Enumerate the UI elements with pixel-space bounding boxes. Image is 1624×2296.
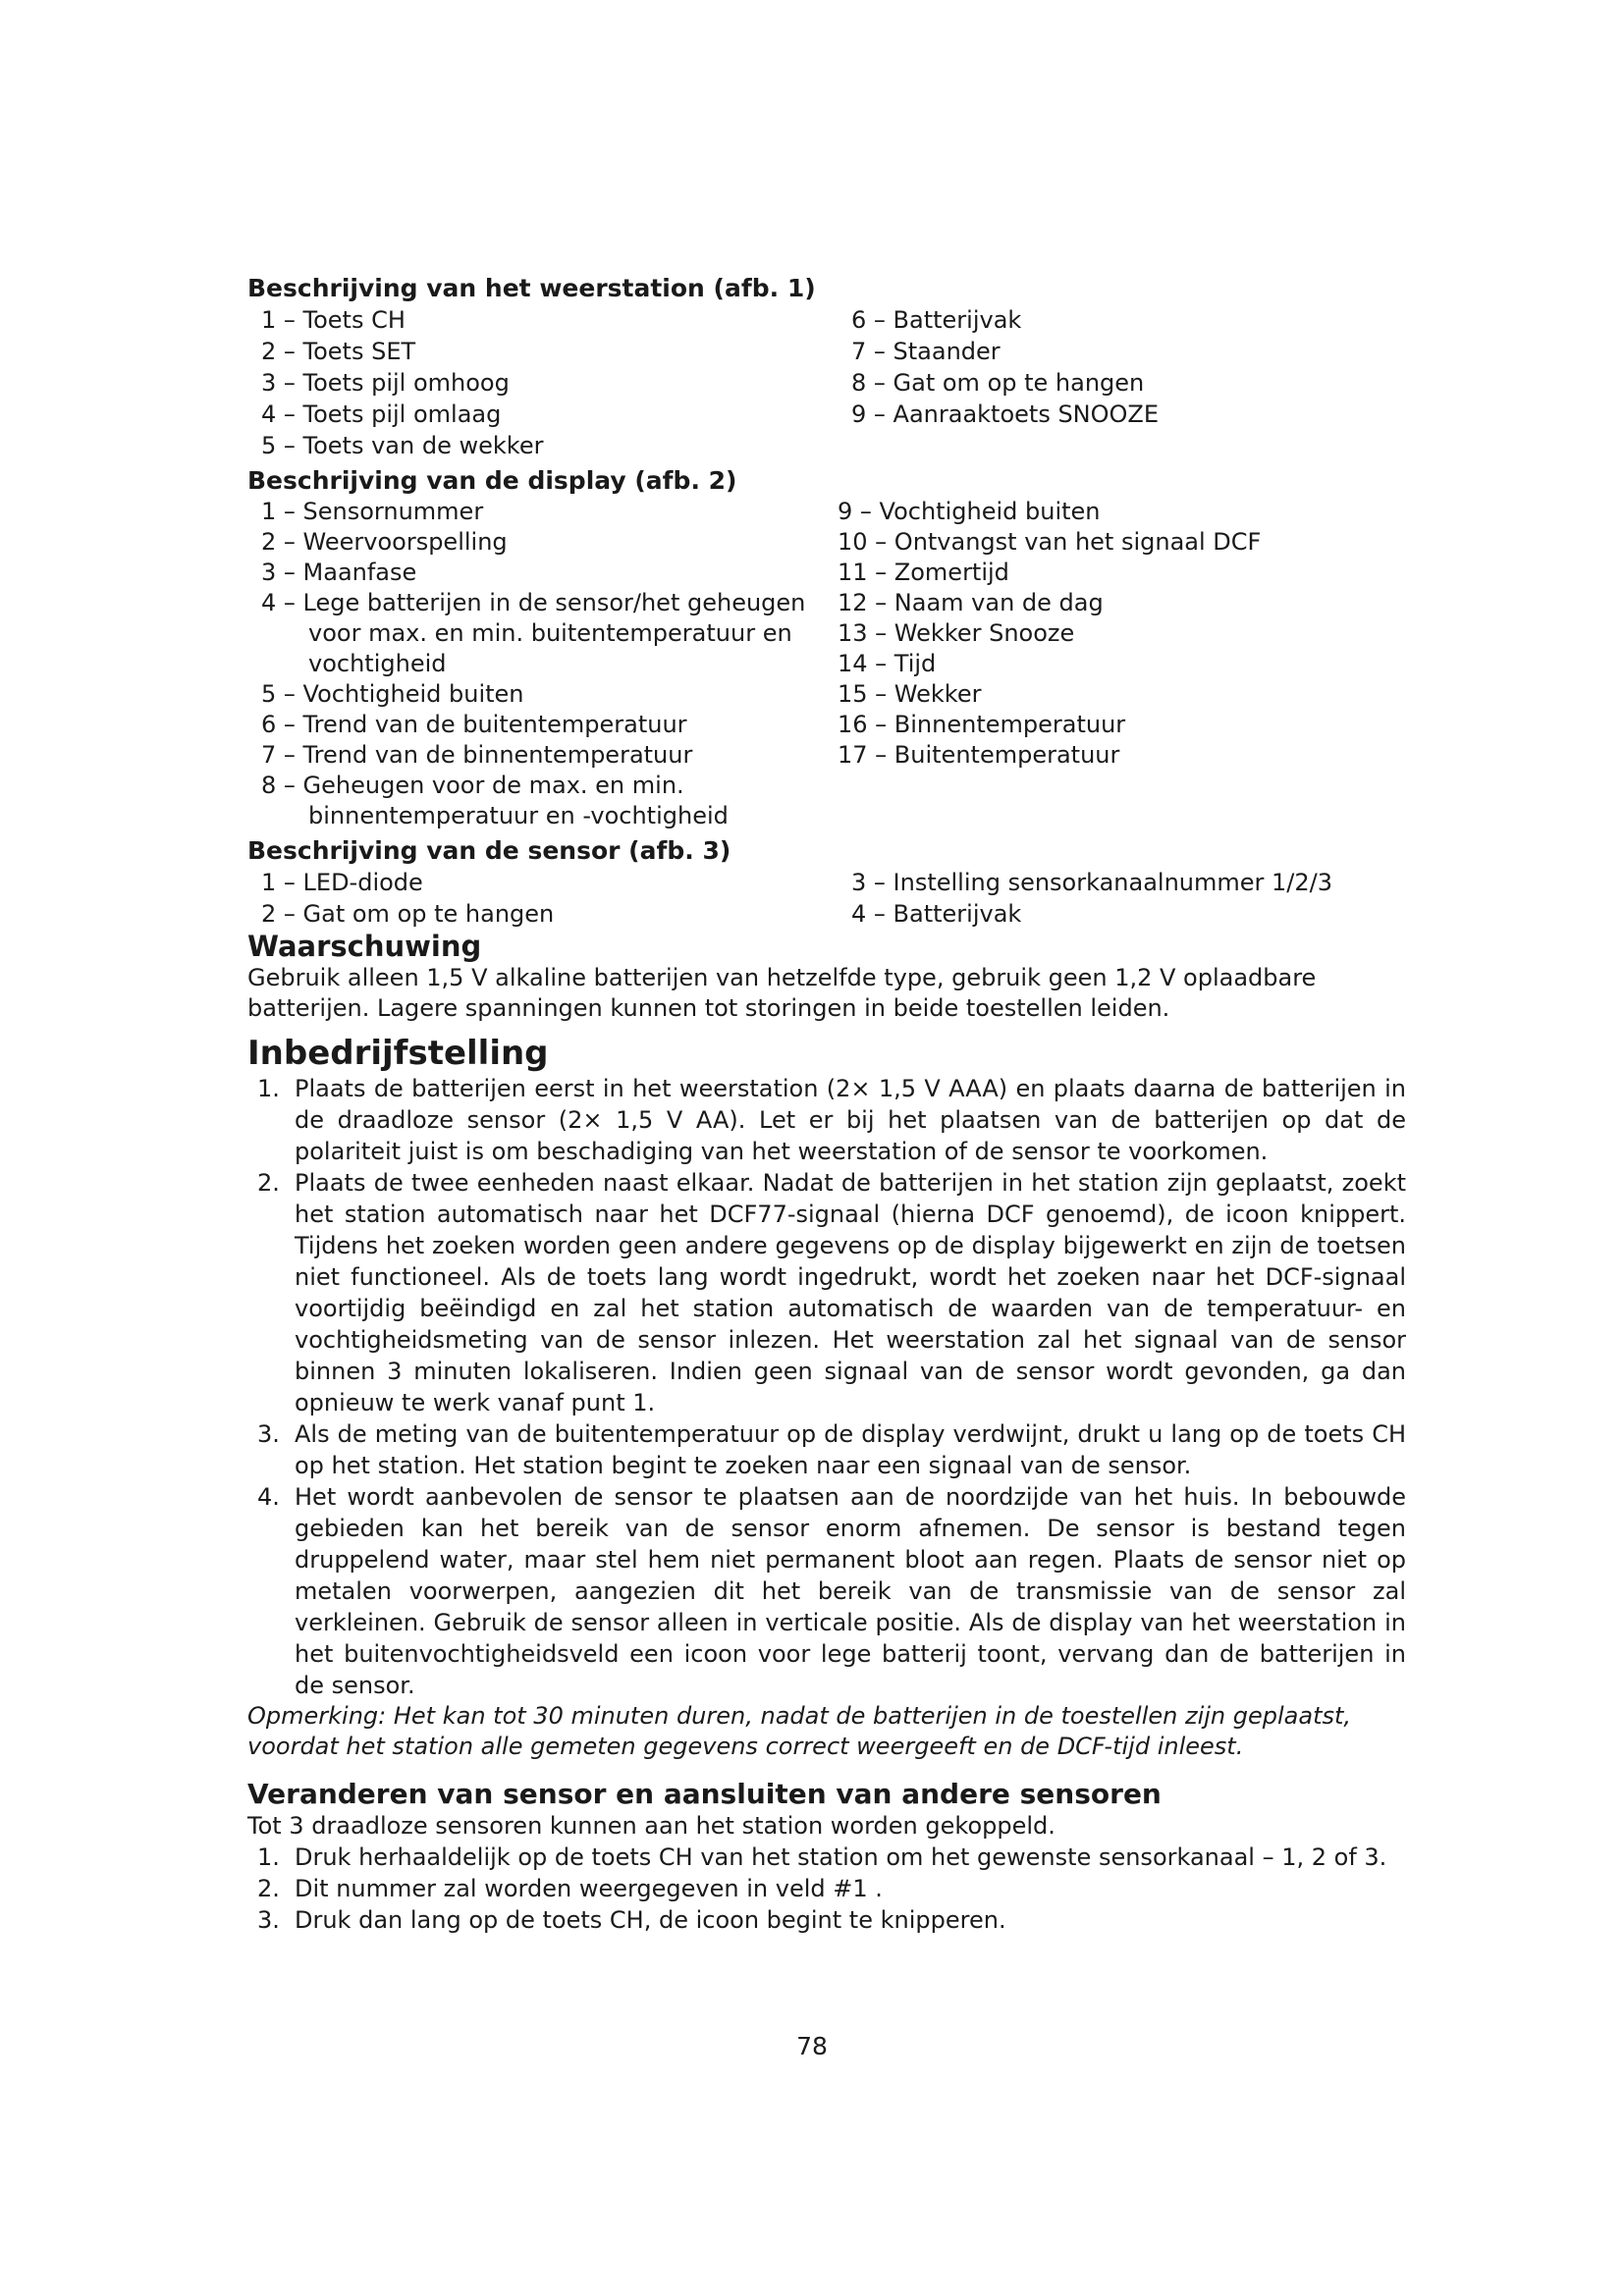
list-item: 3 – Toets pijl omhoog — [261, 369, 510, 397]
list-item: 17 – Buitentemperatuur — [838, 741, 1120, 769]
step-number: 3. — [257, 1420, 280, 1448]
sensors-intro: Tot 3 draadloze sensoren kunnen aan het station worden gekoppeld. — [247, 1812, 1056, 1840]
weather-station-parts-left — [247, 304, 851, 461]
list-item: 9 – Aanraaktoets SNOOZE — [851, 400, 1160, 428]
list-item: 4 – Lege batterijen in de sensor/het geheugen voor max. en min. buitentemperatuur en vochtigheid — [261, 589, 806, 677]
list-item: 6 – Trend van de buitentemperatuur — [261, 711, 687, 738]
sensors-step — [247, 1842, 1406, 1873]
warning-title: Waarschuwing — [247, 930, 482, 963]
step-text: Druk herhaaldelijk op de toets CH van het station om het gewenste sensorkanaal – 1, 2 of 3. — [295, 1843, 1387, 1871]
list-item: 1 – LED-diode — [261, 869, 423, 896]
list-item: 7 – Trend van de binnentemperatuur — [261, 741, 693, 769]
step-number: 1. — [257, 1075, 280, 1102]
step-number: 2. — [257, 1875, 280, 1902]
step-text: Het wordt aanbevolen de sensor te plaatsen aan de noordzijde van het huis. In bebouwde gebieden kan het bereik van de sensor enorm afnemen. De sensor is bestand tegen druppelend water, maar stel hem niet permanent bloot aan regen. Plaats de sensor niet op metalen voorwerpen, aangezien dit het bereik van de transmissie van de sensor zal verkleinen. Gebruik de sensor alleen in verticale positie. Als de display van het weerstation in het buitenvochtigheidsveld een icoon voor lege batterij toont, vervang dan de batterijen in de sensor. — [295, 1483, 1406, 1699]
list-item: 13 – Wekker Snooze — [838, 619, 1075, 647]
section-display-title: Beschrijving van de display (afb. 2) — [247, 466, 737, 495]
startup-step — [247, 1073, 1406, 1167]
list-item: 5 – Vochtigheid buiten — [261, 680, 524, 708]
step-number: 1. — [257, 1843, 280, 1871]
step-text: Als de meting van de buitentemperatuur op de display verdwijnt, drukt u lang op de toets CH op het station. Het station begint te zoeken naar een signaal van de sensor. — [295, 1420, 1406, 1479]
sensor-parts-right — [851, 867, 1406, 930]
weather-station-parts — [247, 304, 1406, 461]
list-item: 15 – Wekker — [838, 680, 982, 708]
list-item: 2 – Toets SET — [261, 338, 416, 365]
step-number: 3. — [257, 1906, 280, 1934]
list-item: 14 – Tijd — [838, 650, 937, 677]
startup-step — [247, 1481, 1406, 1701]
list-item: 11 – Zomertijd — [838, 559, 1009, 586]
list-item: 2 – Gat om op te hangen — [261, 900, 555, 928]
list-item: 6 – Batterijvak — [851, 306, 1022, 334]
list-item: 3 – Instelling sensorkanaalnummer 1/2/3 — [851, 869, 1333, 896]
display-parts-right — [838, 497, 1392, 831]
step-text: Plaats de twee eenheden naast elkaar. Nadat de batterijen in het station zijn geplaatst, zoekt het station automatisch naar het DCF77-signaal (hierna DCF genoemd), de icoon knippert. Tijdens het zoeken worden geen andere gegevens op de display bijgewerkt en zijn de toetsen niet functioneel. Als de toets lang wordt ingedrukt, wordt het zoeken naar het DCF-signaal voortijdig beëindigd en zal het station automatisch de waarden van de temperatuur- en vochtigheidsmeting van de sensor inlezen. Het weerstation zal het signaal van de sensor binnen 3 minuten lokaliseren. Indien geen signaal van de sensor wordt gevonden, ga dan opnieuw te werk vanaf punt 1. — [295, 1169, 1406, 1416]
list-item: 4 – Toets pijl omlaag — [261, 400, 502, 428]
startup-step — [247, 1167, 1406, 1418]
page-number: 78 — [796, 2032, 828, 2060]
list-item: 16 – Binnentemperatuur — [838, 711, 1126, 738]
step-text: Druk dan lang op de toets CH, de icoon begint te knipperen. — [295, 1906, 1006, 1934]
step-number: 2. — [257, 1169, 280, 1197]
sensors-title: Veranderen van sensor en aansluiten van andere sensoren — [247, 1778, 1162, 1810]
display-parts-left — [247, 497, 851, 831]
list-item: 9 – Vochtigheid buiten — [838, 498, 1101, 525]
startup-step — [247, 1418, 1406, 1481]
list-item: 4 – Batterijvak — [851, 900, 1022, 928]
list-item: 8 – Geheugen voor de max. en min. binnentemperatuur en -vochtigheid — [261, 772, 729, 829]
list-item: 3 – Maanfase — [261, 559, 417, 586]
step-number: 4. — [257, 1483, 280, 1511]
display-parts — [247, 497, 1406, 831]
sensor-parts — [247, 867, 1406, 930]
list-item: 10 – Ontvangst van het signaal DCF — [838, 528, 1262, 556]
startup-title: Inbedrijfstelling — [247, 1034, 549, 1073]
list-item: 12 – Naam van de dag — [838, 589, 1104, 616]
list-item: 1 – Toets CH — [261, 306, 406, 334]
section-weather-station-title: Beschrijving van het weerstation (afb. 1) — [247, 274, 816, 302]
step-text: Dit nummer zal worden weergegeven in veld #1 . — [295, 1875, 883, 1902]
warning-text: Gebruik alleen 1,5 V alkaline batterijen van hetzelfde type, gebruik geen 1,2 V oplaadbare batterijen. Lagere spanningen kunnen tot storingen in beide toestellen leiden. — [247, 964, 1317, 1022]
weather-station-parts-right — [851, 304, 1406, 461]
list-item: 7 – Staander — [851, 338, 1001, 365]
section-sensor-title: Beschrijving van de sensor (afb. 3) — [247, 836, 731, 865]
sensor-parts-left — [247, 867, 851, 930]
list-item: 1 – Sensornummer — [261, 498, 484, 525]
list-item: 2 – Weervoorspelling — [261, 528, 508, 556]
step-text: Plaats de batterijen eerst in het weerstation (2× 1,5 V AAA) en plaats daarna de batterijen in de draadloze sensor (2× 1,5 V AA). Let er bij het plaatsen van de batterijen op dat de polariteit juist is om beschadiging van het weerstation of de sensor te voorkomen. — [295, 1075, 1406, 1165]
startup-note: Opmerking: Het kan tot 30 minuten duren, nadat de batterijen in de toestellen zijn geplaatst, voordat het station alle gemeten gegevens correct weergeeft en de DCF-tijd inleest. — [247, 1702, 1352, 1760]
list-item: 5 – Toets van de wekker — [261, 432, 544, 459]
sensors-step — [247, 1873, 1406, 1904]
page-content — [247, 273, 1406, 1936]
list-item: 8 – Gat om op te hangen — [851, 369, 1145, 397]
sensors-step — [247, 1904, 1406, 1936]
